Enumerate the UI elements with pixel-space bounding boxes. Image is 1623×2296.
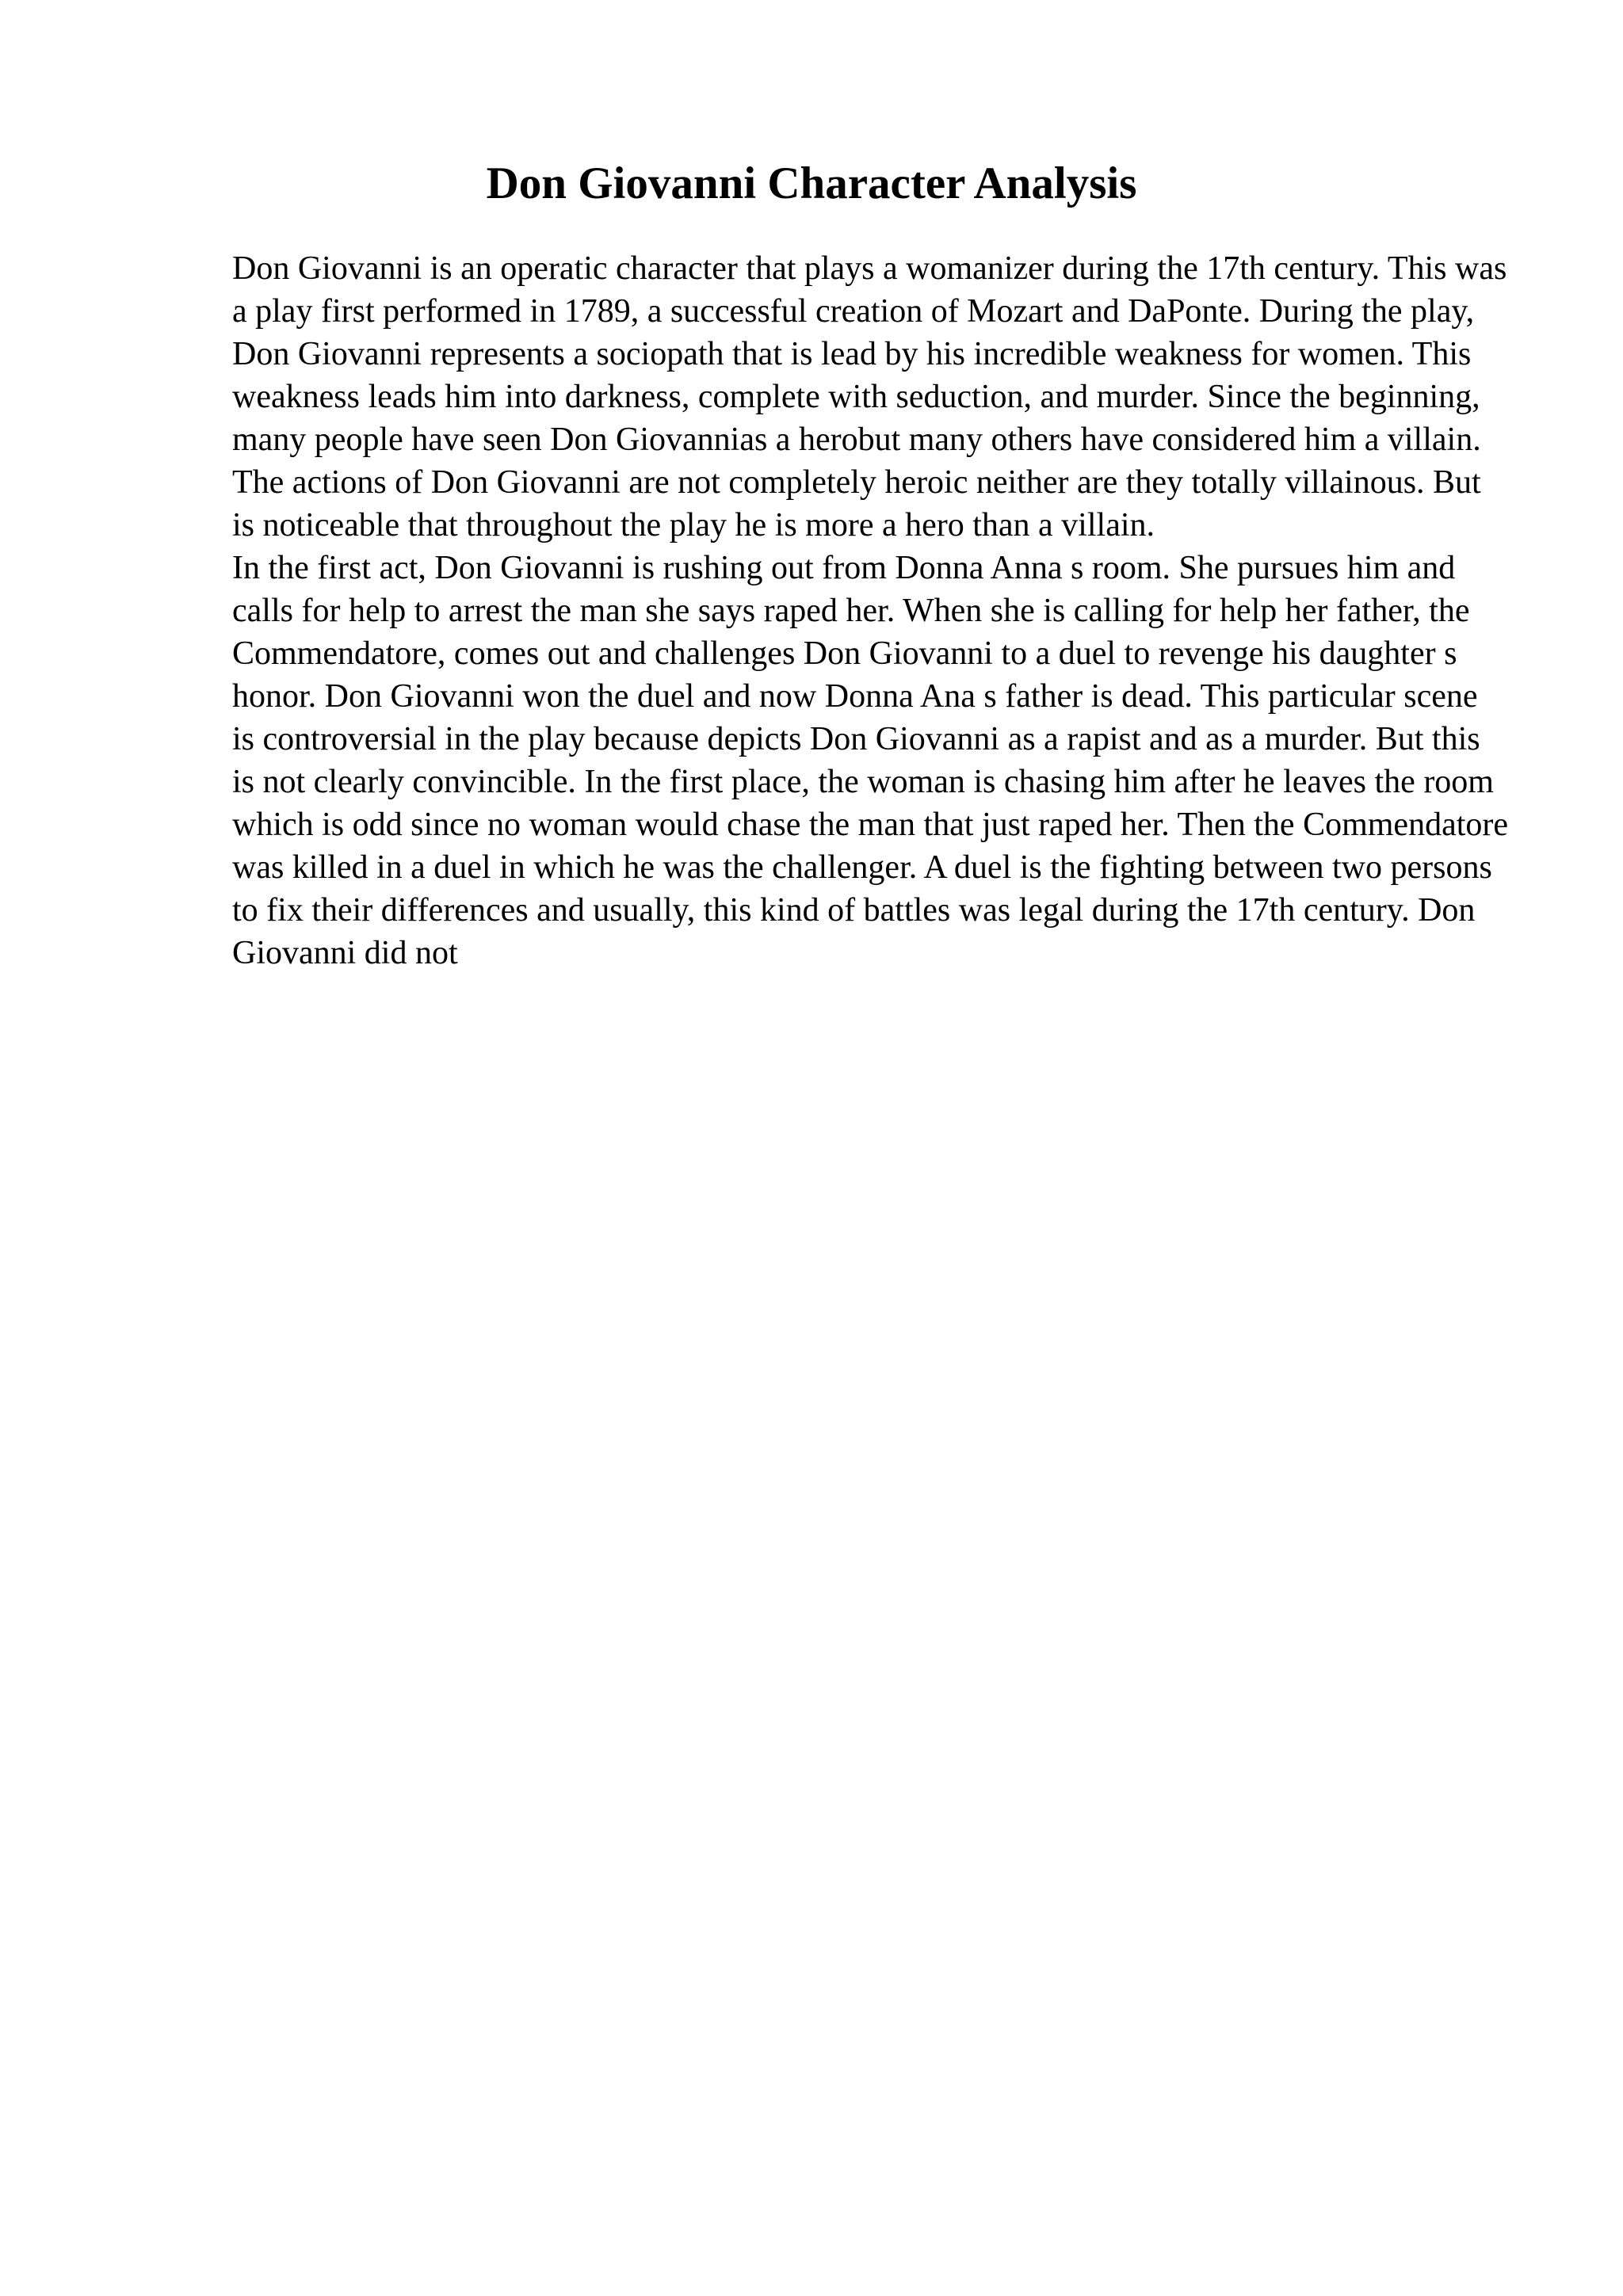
document-body [232,247,1508,974]
body-paragraph-2: In the first act, Don Giovanni is rushing out from Donna Anna s room. She pursues him and calls for help to arrest the man she says raped her. When she is calling for help her father, the Commendatore, comes out and challenges Don Giovanni to a duel to revenge his daughter s honor. Don Giovanni won the duel and now Donna Ana s father is dead. This particular scene is controversial in the play because depicts Don Giovanni as a rapist and as a murder. But this is not clearly convincible. In the first place, the woman is chasing him after he leaves the room which is odd since no woman would chase the man that just raped her. Then the Commendatore was killed in a duel in which he was the challenger. A duel is the fighting between two persons to fix their differences and usually, this kind of battles was legal during the 17th century. Don Giovanni did not [232,550,1509,971]
document-title: Don Giovanni Character Analysis [486,158,1137,208]
body-paragraph-1: Don Giovanni is an operatic character that plays a womanizer during the 17th century. This was a play first performed in 1789, a successful creation of Mozart and DaPonte. During the play, Don Giovanni represents a sociopath that is lead by his incredible weakness for women. This weakness leads him into darkness, complete with seduction, and murder. Since the beginning, many people have seen Don Giovannias a herobut many others have considered him a villain. The actions of Don Giovanni are not completely heroic neither are they totally villainous. But is noticeable that throughout the play he is more a hero than a villain. [232,250,1507,543]
